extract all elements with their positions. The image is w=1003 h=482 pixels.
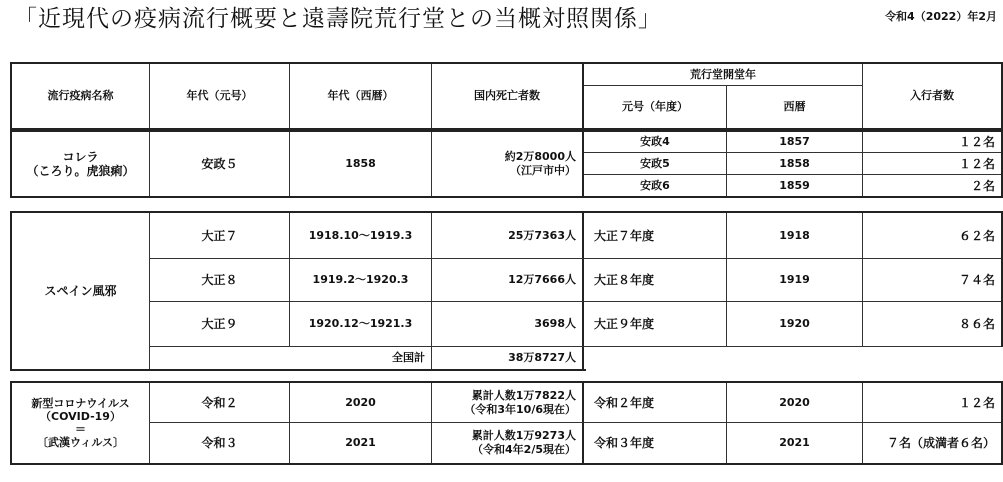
spanish-deaths: 12万7666人 <box>432 259 584 302</box>
document-date: 令和4（2022）年2月 <box>885 10 997 23</box>
covid-deaths-line2: （令和3年10/6現在） <box>464 402 576 416</box>
header-disease: 流行疫病名称 <box>12 64 150 128</box>
spanish-hall-gengo: 大正９年度 <box>584 302 727 347</box>
covid-era: 令和３ <box>150 423 290 463</box>
spanish-hall-count: ６２名 <box>863 213 1001 259</box>
covid-era: 令和２ <box>150 383 290 423</box>
covid-name-line3: ＝ <box>75 423 86 436</box>
cholera-year: 1858 <box>290 132 432 196</box>
cholera-name <box>12 132 150 196</box>
header-deaths: 国内死亡者数 <box>432 64 584 128</box>
spanish-flu-name: スペイン風邪 <box>12 213 150 369</box>
header-era-gengo: 年代（元号） <box>150 64 290 128</box>
cholera-deaths-line2: （江戸市中） <box>510 164 576 177</box>
spanish-hall-year: 1919 <box>727 259 863 302</box>
spanish-hall-count: ７４名 <box>863 259 1001 302</box>
covid-hall-gengo: 令和２年度 <box>584 383 727 423</box>
covid-deaths <box>432 423 584 463</box>
spanish-era: 大正７ <box>150 213 290 259</box>
header-hall-western: 西暦 <box>727 86 863 128</box>
spanish-period: 1918.10～1919.3 <box>290 213 432 259</box>
spanish-period: 1920.12～1921.3 <box>290 302 432 347</box>
header-hall-group: 荒行堂開堂年 <box>584 64 863 86</box>
header-entrants: 入行者数 <box>910 89 954 102</box>
covid-hall-count: １２名 <box>863 383 1001 423</box>
spanish-total-label: 全国計 <box>150 347 432 369</box>
header-era-western: 年代（西暦） <box>290 64 432 128</box>
covid-year: 2021 <box>290 423 432 463</box>
header-block <box>10 62 1003 130</box>
covid-name-line2: （COVID-19） <box>40 410 121 423</box>
covid-hall-year: 2021 <box>727 423 863 463</box>
cholera-name-line2: （ころり。虎狼痢） <box>26 164 135 178</box>
total-row-open-area <box>586 347 1003 371</box>
spanish-deaths: 25万7363人 <box>432 213 584 259</box>
spanish-period: 1919.2～1920.3 <box>290 259 432 302</box>
spanish-hall-year: 1918 <box>727 213 863 259</box>
spanish-era: 大正９ <box>150 302 290 347</box>
cholera-hall-gengo: 安政4 <box>584 132 727 153</box>
covid-name <box>12 383 150 463</box>
spanish-flu-block <box>10 211 1003 371</box>
cholera-hall-count: ２名 <box>970 178 995 193</box>
covid-hall-count: ７名（成満者６名） <box>886 436 995 450</box>
cholera-hall-count: １２名 <box>863 132 1001 153</box>
covid-year: 2020 <box>290 383 432 423</box>
covid-deaths <box>432 383 584 423</box>
cholera-hall-year: 1857 <box>727 132 863 153</box>
spanish-total-value: 38万8727人 <box>432 347 584 369</box>
cholera-hall-gengo: 安政6 <box>584 175 727 196</box>
spanish-deaths: 3698人 <box>432 302 584 347</box>
cholera-era: 安政５ <box>150 132 290 196</box>
cholera-hall-year: 1858 <box>727 153 863 175</box>
cholera-deaths <box>432 132 584 196</box>
header-hall-gengo: 元号（年度） <box>584 86 727 128</box>
spanish-hall-gengo: 大正８年度 <box>584 259 727 302</box>
covid-deaths-line1: 累計人数1万7822人 <box>471 388 576 402</box>
covid-block <box>10 381 1003 465</box>
covid-deaths-line1: 累計人数1万9273人 <box>471 429 576 442</box>
spanish-hall-year: 1920 <box>727 302 863 347</box>
cholera-block <box>10 130 1003 198</box>
cholera-deaths-line1: 約2万8000人 <box>504 150 576 163</box>
covid-hall-gengo: 令和３年度 <box>584 423 727 463</box>
covid-name-line4: 〔武漢ウィルス〕 <box>36 436 124 449</box>
covid-hall-year: 2020 <box>727 383 863 423</box>
cholera-hall-gengo: 安政5 <box>584 153 727 175</box>
spanish-hall-count: ８６名 <box>863 302 1001 347</box>
cholera-hall-count: １２名 <box>863 153 1001 175</box>
covid-name-line1: 新型コロナウイルス <box>31 397 130 410</box>
cholera-name-line1: コレラ <box>62 150 99 164</box>
spanish-hall-gengo: 大正７年度 <box>584 213 727 259</box>
spanish-era: 大正８ <box>150 259 290 302</box>
page-title: 「近現代の疫病流行概要と遠壽院荒行堂との当概対照関係」 <box>14 6 662 32</box>
covid-deaths-line2: （令和4年2/5現在） <box>472 443 576 456</box>
cholera-hall-year: 1859 <box>727 175 863 196</box>
